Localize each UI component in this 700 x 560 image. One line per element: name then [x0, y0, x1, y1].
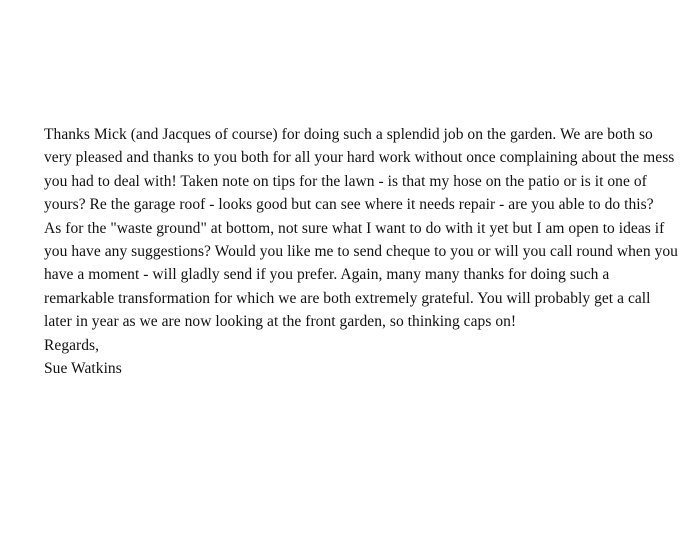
letter-body-line: later in year as we are now looking at the front garden, so thinking caps on! — [44, 313, 517, 331]
letter-closing: Regards, — [44, 336, 100, 354]
letter-body-line: As for the "waste ground" at bottom, not sure what I want to do with it yet but I am open to ideas if — [44, 219, 665, 237]
letter-body-line: Thanks Mick (and Jacques of course) for doing such a splendid job on the garden. We are both so — [44, 126, 653, 143]
letter-body-line: very pleased and thanks to you both for all your hard work without once complaining about the mess — [44, 149, 675, 167]
letter-body-line: yours? Re the garage roof - looks good but can see where it needs repair - are you able to do this? — [44, 196, 654, 214]
letter-body-line: you have any suggestions? Would you like me to send cheque to you or will you call round when you — [44, 243, 678, 261]
letter-signature: Sue Watkins — [44, 360, 122, 378]
letter-body-line: remarkable transformation for which we are both extremely grateful. You will probably get a call — [44, 289, 651, 307]
letter — [44, 123, 684, 380]
letter-body-line: have a moment - will gladly send if you prefer. Again, many many thanks for doing such a — [44, 266, 610, 284]
letter-body-line: you had to deal with! Taken note on tips for the lawn - is that my hose on the patio or is it one of — [44, 172, 647, 190]
